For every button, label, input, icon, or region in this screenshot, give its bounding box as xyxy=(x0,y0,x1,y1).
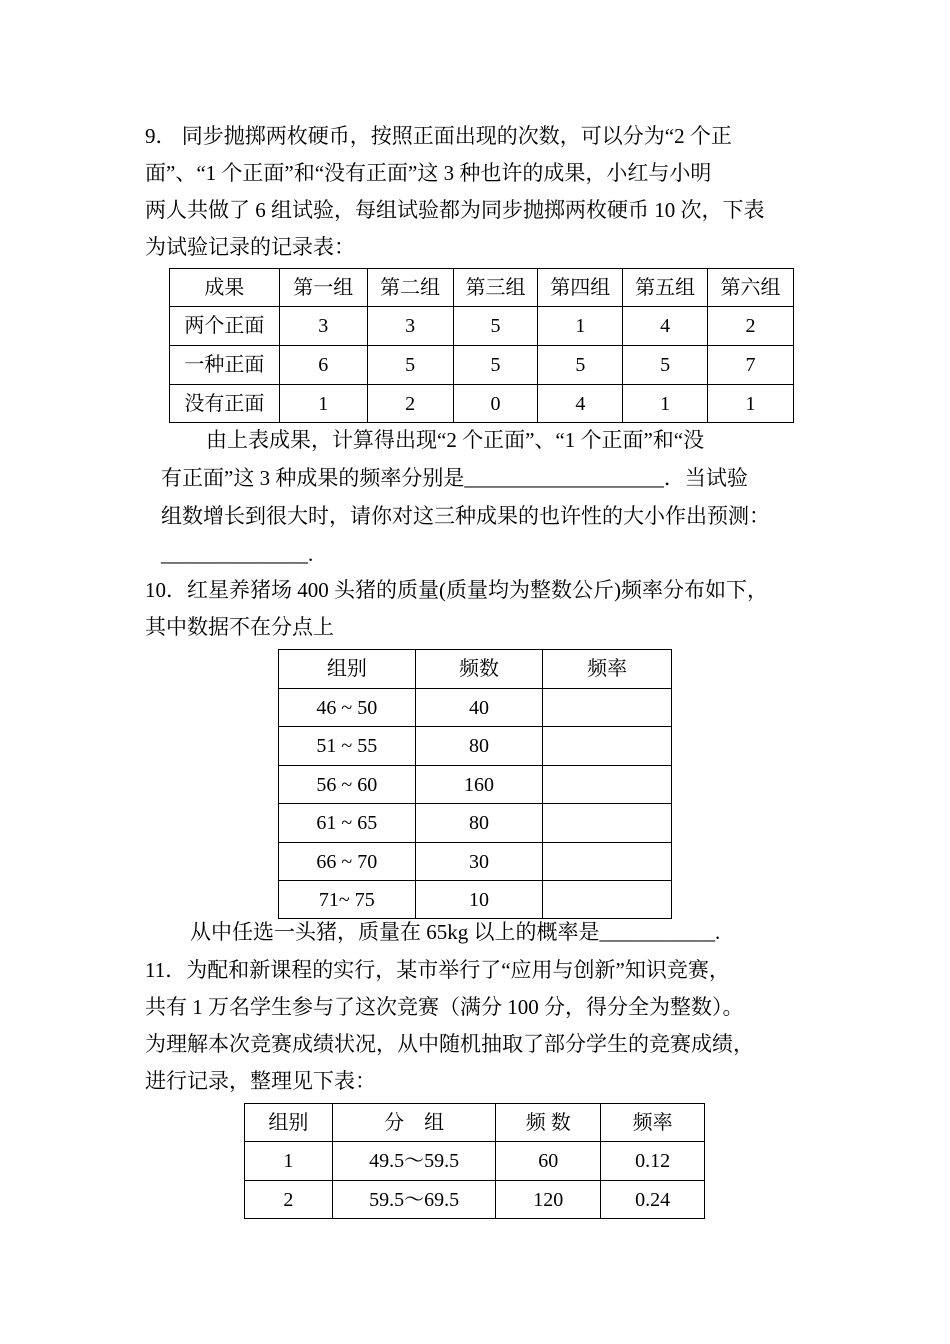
table-header-row xyxy=(279,650,672,689)
table-header-cell: 第一组 xyxy=(279,269,367,307)
table-cell xyxy=(543,689,672,727)
table-cell: 2 xyxy=(245,1181,333,1219)
table-row xyxy=(279,881,672,919)
table-cell: 1 xyxy=(245,1142,333,1181)
table-cell: 5 xyxy=(538,346,623,385)
table-cell: 7 xyxy=(708,346,794,385)
table-row xyxy=(279,727,672,766)
table-row xyxy=(245,1142,705,1181)
table-cell: 2 xyxy=(708,307,794,346)
q10-line-2: 其中数据不在分点上 xyxy=(145,615,334,639)
table-header-cell: 频 数 xyxy=(496,1104,601,1142)
q9-table xyxy=(169,268,794,423)
table-cell: 0 xyxy=(453,385,538,423)
q10-table xyxy=(278,649,672,919)
table-cell: 1 xyxy=(623,385,708,423)
table-header-cell: 分 组 xyxy=(332,1104,496,1142)
table-row xyxy=(279,766,672,804)
table-cell: 两个正面 xyxy=(170,307,280,346)
table-header-row xyxy=(170,269,794,307)
q9-line-4: 为试验记录的记录表： xyxy=(145,235,355,259)
table-cell xyxy=(543,881,672,919)
table-header-cell: 成果 xyxy=(170,269,280,307)
table-row xyxy=(170,307,794,346)
table-row xyxy=(279,689,672,727)
table-cell: 3 xyxy=(367,307,453,346)
q11-line-3: 为理解本次竞赛成绩状况，从中随机抽取了部分学生的竞赛成绩， xyxy=(145,1032,754,1056)
table-cell: 4 xyxy=(538,385,623,423)
table-row xyxy=(279,804,672,843)
q9-after-line-2: 有正面”这 3 种成果的频率分别是___________________．当试验 xyxy=(161,466,748,490)
table-cell: 0.24 xyxy=(601,1181,705,1219)
table-cell xyxy=(543,766,672,804)
table-cell: 40 xyxy=(415,689,543,727)
q10-line-1: 10．红星养猪场 400 头猪的质量(质量均为整数公斤)频率分布如下， xyxy=(145,578,768,602)
table-header-cell: 第四组 xyxy=(538,269,623,307)
table-cell: 59.5～69.5 xyxy=(332,1181,496,1219)
table-cell: 160 xyxy=(415,766,543,804)
table-cell: 0.12 xyxy=(601,1142,705,1181)
table-cell: 66 ~ 70 xyxy=(279,843,416,881)
table-row xyxy=(170,385,794,423)
table-header-row xyxy=(245,1104,705,1142)
table-cell: 4 xyxy=(623,307,708,346)
table-cell xyxy=(543,727,672,766)
table-cell: 2 xyxy=(367,385,453,423)
table-cell: 5 xyxy=(623,346,708,385)
q9-line-2: 面”、“1 个正面”和“没有正面”这 3 种也许的成果，小红与小明 xyxy=(145,161,712,185)
table-cell: 5 xyxy=(453,346,538,385)
table-cell: 46 ~ 50 xyxy=(279,689,416,727)
table-header-cell: 频率 xyxy=(543,650,672,689)
q9-line-3: 两人共做了 6 组试验，每组试验都为同步抛掷两枚硬币 10 次，下表 xyxy=(145,198,765,222)
table-cell: 5 xyxy=(453,307,538,346)
table-cell xyxy=(543,843,672,881)
table-header-cell: 第三组 xyxy=(453,269,538,307)
table-header-cell: 第六组 xyxy=(708,269,794,307)
table-cell: 1 xyxy=(708,385,794,423)
q11-line-4: 进行记录，整理见下表： xyxy=(145,1069,376,1093)
table-row xyxy=(170,346,794,385)
table-cell: 49.5～59.5 xyxy=(332,1142,496,1181)
q9-line-1: 9． 同步抛掷两枚硬币，按照正面出现的次数，可以分为“2 个正 xyxy=(145,124,732,148)
table-cell: 6 xyxy=(279,346,367,385)
table-row xyxy=(279,843,672,881)
table-cell: 61 ~ 65 xyxy=(279,804,416,843)
table-header-cell: 第五组 xyxy=(623,269,708,307)
table-cell: 30 xyxy=(415,843,543,881)
q9-after-line-4: ______________. xyxy=(161,542,314,566)
table-header-cell: 第二组 xyxy=(367,269,453,307)
table-cell: 56 ~ 60 xyxy=(279,766,416,804)
table-header-cell: 频率 xyxy=(601,1104,705,1142)
table-cell: 一种正面 xyxy=(170,346,280,385)
q11-line-2: 共有 1 万名学生参与了这次竞赛（满分 100 分，得分全为整数）。 xyxy=(145,995,744,1019)
table-cell: 1 xyxy=(279,385,367,423)
table-cell: 120 xyxy=(496,1181,601,1219)
q9-after-line-3: 组数增长到很大时，请你对这三种成果的也许性的大小作出预测： xyxy=(161,504,770,528)
table-cell xyxy=(543,804,672,843)
table-cell: 没有正面 xyxy=(170,385,280,423)
table-cell: 3 xyxy=(279,307,367,346)
table-cell: 80 xyxy=(415,804,543,843)
table-header-cell: 组别 xyxy=(279,650,416,689)
table-row xyxy=(245,1181,705,1219)
table-cell: 51 ~ 55 xyxy=(279,727,416,766)
table-cell: 71~ 75 xyxy=(279,881,416,919)
table-cell: 80 xyxy=(415,727,543,766)
table-cell: 5 xyxy=(367,346,453,385)
q11-table xyxy=(244,1103,705,1219)
table-cell: 1 xyxy=(538,307,623,346)
table-header-cell: 组别 xyxy=(245,1104,333,1142)
q9-after-line-1: 由上表成果，计算得出现“2 个正面”、“1 个正面”和“没 xyxy=(206,428,705,452)
table-cell: 60 xyxy=(496,1142,601,1181)
q11-line-1: 11．为配和新课程的实行，某市举行了“应用与创新”知识竞赛， xyxy=(145,958,730,982)
table-header-cell: 频数 xyxy=(415,650,543,689)
table-cell: 10 xyxy=(415,881,543,919)
q10-after-line: 从中任选一头猪，质量在 65kg 以上的概率是___________. xyxy=(190,920,721,944)
